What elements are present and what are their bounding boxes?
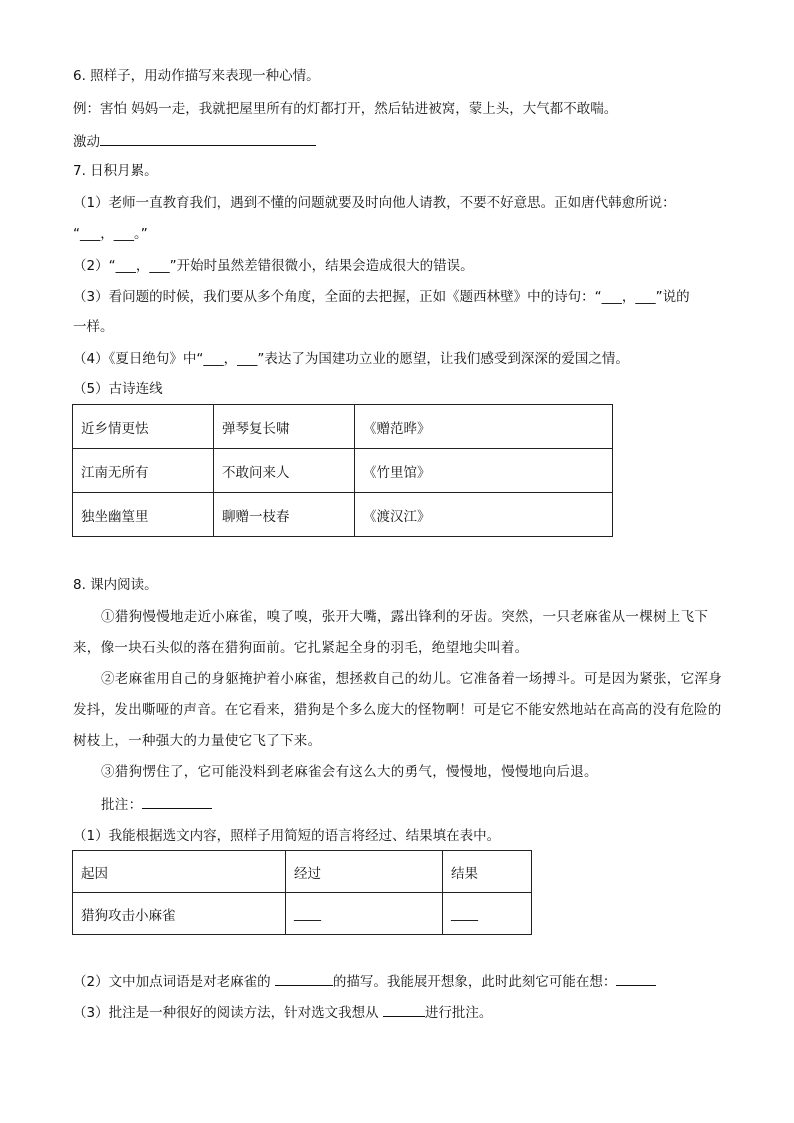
table-header-cause: 起因 [73,851,286,893]
reading-paragraph-3: ③猎狗愣住了，它可能没料到老麻雀会有这么大的勇气，慢慢地，慢慢地向后退。 [101,764,598,780]
q7-item1-a: （1）老师一直教育我们，遇到不懂的问题就要及时向他人请教，不要不好意思。正如唐代韩愈所说： [73,195,676,211]
q7-item5: （5）古诗连线 [73,381,163,397]
table-cell: 聊赠一枝春 [214,493,355,537]
table-row [73,851,532,893]
reading-table [72,850,532,935]
table-cell: 弹琴复长啸 [214,405,355,449]
q8-sub2-blank-1[interactable] [275,973,333,986]
table-row [73,893,532,935]
annotation-label: 批注： [101,797,143,813]
table-cell: 猎狗攻击小麻雀 [73,893,286,935]
q7-item1-b: “___，___。” [73,226,148,242]
table-cell: 江南无所有 [73,449,214,493]
table-header-process: 经过 [286,851,443,893]
annotation-blank[interactable] [142,796,212,809]
q6-prompt: 激动 [73,134,100,150]
q6-answer-line [73,131,316,152]
table-cell: 不敢问来人 [214,449,355,493]
table-cell: 近乡情更怯 [73,405,214,449]
table-cell-result-blank[interactable]: ____ [443,893,532,935]
q7-item3-a: （3）看问题的时候，我们要从多个角度，全面的去把握，正如《题西林壁》中的诗句：“___，___”说的 [73,289,690,305]
table-cell-process-blank[interactable]: ____ [286,893,443,935]
q6-title: 6. 照样子，用动作描写来表现一种心情。 [73,68,320,84]
q8-sub2-text-b: 的描写。我能展开想象，此时此刻它可能在想： [332,974,617,990]
q8-sub2 [73,972,656,992]
q8-sub2-blank-2[interactable] [616,973,656,986]
q8-sub3-text-b: 进行批注。 [424,1005,493,1021]
reading-paragraph-2: ②老麻雀用自己的身躯掩护着小麻雀，想拯救自己的幼儿。它准备着一场搏斗。可是因为紧张，它浑身发抖，发出嘶哑的声音。在它看来，猎狗是个多么庞大的怪物啊！可是它不能安然地站在高高的没有危险的树枝上，一种强大的力量使它飞了下来。 [73,671,722,749]
q8-sub2-text-a: （2）文中加点词语是对老麻雀的 [73,974,271,990]
q8-sub1: （1）我能根据选文内容，照样子用简短的语言将经过、结果填在表中。 [73,828,501,844]
q6-blank[interactable] [100,131,316,146]
table-cell: 《赠范晔》 [355,405,613,449]
table-row [73,449,613,493]
table-cell: 《竹里馆》 [355,449,613,493]
q8-sub3-text-a: （3）批注是一种很好的阅读方法，针对选文我想从 [73,1005,379,1021]
q7-item4: （4）《夏日绝句》中“___，___”表达了为国建功立业的愿望，让我们感受到深深的爱国之情。 [73,351,629,367]
q8-sub3 [73,1003,492,1023]
table-header-result: 结果 [443,851,532,893]
q8-sub3-blank[interactable] [383,1004,425,1017]
table-cell: 《渡汉江》 [355,493,613,537]
table-cell: 独坐幽篁里 [73,493,214,537]
annotation-line [101,795,212,815]
q7-title: 7. 日积月累。 [73,163,158,179]
table-row [73,405,613,449]
q6-example: 例：害怕 妈妈一走，我就把屋里所有的灯都打开，然后钻进被窝，蒙上头，大气都不敢喘。 [73,101,618,117]
q8-title: 8. 课内阅读。 [73,577,158,593]
q7-item2: （2）“___，___”开始时虽然差错很微小，结果会造成很大的错误。 [73,258,474,274]
poem-match-table [72,404,613,537]
reading-paragraph-1: ①猎狗慢慢地走近小麻雀，嗅了嗅，张开大嘴，露出锋利的牙齿。突然，一只老麻雀从一棵树上飞下来，像一块石头似的落在猎狗面前。它扎紧起全身的羽毛，绝望地尖叫着。 [73,609,709,656]
table-row [73,493,613,537]
q7-item3-b: 一样。 [73,319,114,335]
